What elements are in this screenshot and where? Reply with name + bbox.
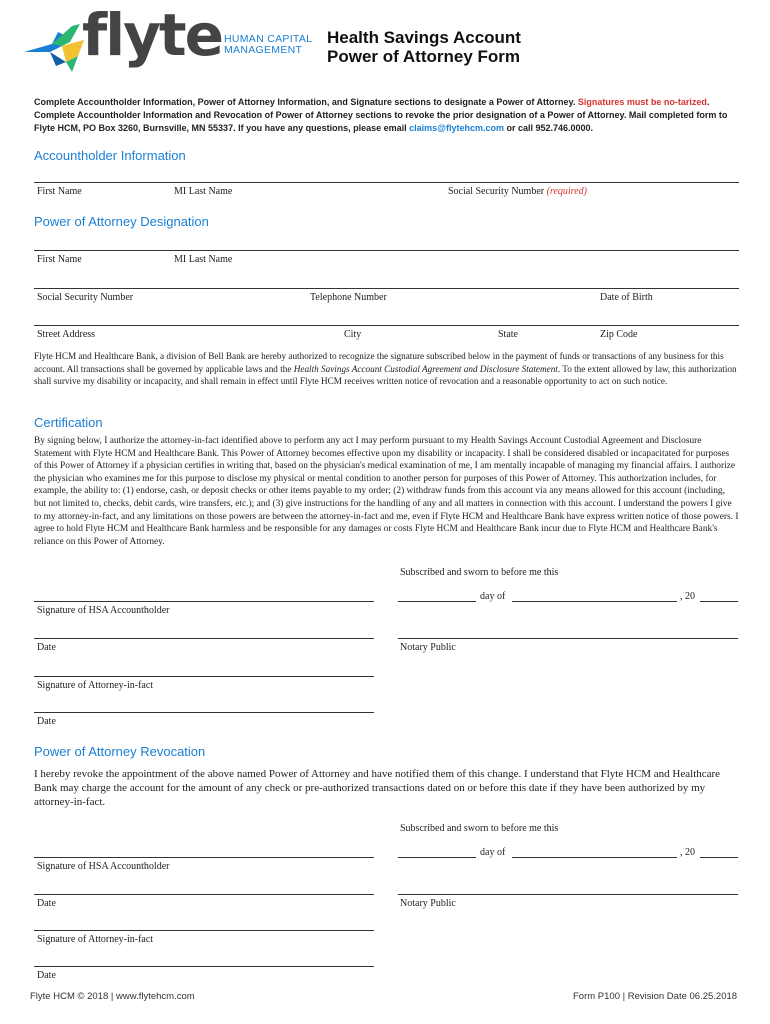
cert-month-line[interactable]	[512, 601, 677, 602]
logo-wordmark: flyte	[82, 1, 222, 69]
auth-text-2: . To the extent allowed by law, this authorization shall survive my disability or incapacity, and shall remain in effect until Flyte HCM receives written notice of revocation and a reasonable opportunity to act on such notice.	[34, 363, 737, 387]
poa-state-label: State	[498, 329, 518, 340]
rev-holder-signature-label: Signature of HSA Accountholder	[37, 861, 170, 872]
cert-holder-signature-line[interactable]	[34, 601, 374, 602]
rev-attorney-signature-label: Signature of Attorney-in-fact	[37, 934, 154, 945]
poa-phone-label: Telephone Number	[310, 292, 387, 303]
page-title-line2: Power of Attorney Form	[327, 47, 520, 66]
rev-date2-label: Date	[37, 970, 56, 981]
intro-text-2: . Complete Accountholder Information and Revocation of Power of Attorney sections to revoke the prior designation of a Power of Attorney. Mail completed form to Flyte HCM, PO Box 3260, Burnsville, MN 55337. If you have any questions, please email	[34, 97, 728, 133]
rev-date1-line[interactable]	[34, 894, 374, 895]
poa-first-name-label: First Name	[37, 254, 82, 265]
cert-year-label: , 20	[680, 591, 695, 602]
rev-subscribed-label: Subscribed and sworn to before me this	[400, 823, 559, 834]
poa-last-name-label: MI Last Name	[174, 254, 233, 265]
email-link[interactable]: claims@flytehcm.com	[409, 123, 504, 133]
revocation-heading: Power of Attorney Revocation	[34, 744, 206, 759]
cert-date2-label: Date	[37, 716, 56, 727]
accountholder-ssn-label	[448, 186, 587, 197]
accountholder-first-name-label: First Name	[37, 186, 82, 197]
intro-instructions	[34, 96, 739, 135]
cert-day-line[interactable]	[398, 601, 476, 602]
rev-date1-label: Date	[37, 898, 56, 909]
cert-year-line[interactable]	[700, 601, 738, 602]
rev-year-line[interactable]	[700, 857, 738, 858]
rev-year-label: , 20	[680, 847, 695, 858]
certification-text: By signing below, I authorize the attorney-in-fact identified above to perform any act I may perform pursuant to my Health Savings Account Custodial Agreement and Disclosure Statement with Flyte HCM and Healthcare Bank. This Power of Attorney becomes effective upon my disability or incapacity. I shall be considered disabled or incapacitated for purposes of this Power of Attorney if a physician certifies in writing that, based on the physician's medical examination of me, I am mentally incapable of managing my financial affairs. I authorize the physician who examines me for this purpose to disclose my physical or mental condition to another person for purposes of this Power of Attorney. This authorization includes, for example, the ability to: (1) endorse, cash, or deposit checks or other items payable to my order; (2) withdraw funds from this account via any means allowed for this account (including, but not limited to, checks, debit cards, wire transfers, etc.); and (3) give instructions for the handling of any and all matters in connection with this account. I understand the powers I give to my attorney-in-fact, and any limitations on those powers are between the attorney-in-fact and me, even if Flyte HCM and Healthcare Bank have express written notice of those powers. I agree to hold Flyte HCM and Healthcare Bank harmless and be responsible for any damages or costs Flyte HCM and Healthcare Bank incur due to Flyte HCM and Healthcare Bank's reliance on this Power of Attorney.	[34, 436, 739, 547]
poa-ssn-label: Social Security Number	[37, 292, 134, 303]
poa-zip-label: Zip Code	[600, 329, 638, 340]
poa-city-label: City	[344, 329, 362, 340]
rev-date2-line[interactable]	[34, 966, 374, 967]
page-title-line1: Health Savings Account	[327, 28, 521, 47]
intro-text: Complete Accountholder Information, Power of Attorney Information, and Signature sections to designate a Power of Attorney.	[34, 97, 576, 107]
required-marker: (required)	[546, 186, 587, 197]
certification-heading: Certification	[34, 415, 103, 430]
cert-subscribed-label: Subscribed and sworn to before me this	[400, 567, 559, 578]
logo-subtitle	[224, 34, 312, 56]
footer-right: Form P100 | Revision Date 06.25.2018	[573, 991, 738, 1002]
rev-attorney-signature-line[interactable]	[34, 930, 374, 931]
rev-holder-signature-line[interactable]	[34, 857, 374, 858]
poa-heading: Power of Attorney Designation	[34, 214, 209, 229]
auth-text-1: Flyte HCM and Healthcare Bank, a division of Bell Bank are hereby authorized to recognize the signature subscribed below in the payment of funds or transactions of any business for this account. All transactions shall be governed by applicable laws and the	[34, 351, 724, 374]
auth-text-italic: Health Savings Account Custodial Agreement and Disclosure Statement	[293, 363, 558, 374]
rev-day-of-label: day of	[480, 847, 506, 858]
accountholder-last-name-label: MI Last Name	[174, 186, 233, 197]
poa-dob-label: Date of Birth	[600, 292, 653, 303]
rev-month-line[interactable]	[512, 857, 677, 858]
poa-address-line[interactable]	[34, 325, 739, 326]
rev-notary-label: Notary Public	[400, 898, 456, 909]
cert-date1-line[interactable]	[34, 638, 374, 639]
cert-holder-signature-label: Signature of HSA Accountholder	[37, 605, 170, 616]
revocation-text: I hereby revoke the appointment of the above named Power of Attorney and have notified them of this change. I understand that Flyte HCM and Healthcare Bank may charge the account for the amount of any check or pre-authorized transactions dated on or before this date if they have been authorized by my attorney-in-fact.	[34, 768, 721, 808]
footer-left: Flyte HCM © 2018 | www.flytehcm.com	[30, 991, 195, 1002]
ssn-label-text: Social Security Number	[448, 186, 545, 197]
notarized-warning: Signatures must be no-tarized	[577, 97, 707, 107]
rev-notary-line[interactable]	[398, 894, 738, 895]
cert-attorney-signature-line[interactable]	[34, 676, 374, 677]
cert-notary-line[interactable]	[398, 638, 738, 639]
cert-notary-label: Notary Public	[400, 642, 456, 653]
accountholder-heading: Accountholder Information	[34, 148, 186, 163]
cert-date1-label: Date	[37, 642, 56, 653]
poa-name-line[interactable]	[34, 250, 739, 251]
logo-subtitle-line1: HUMAN CAPITAL	[224, 33, 313, 45]
cert-date2-line[interactable]	[34, 712, 374, 713]
cert-day-of-label: day of	[480, 591, 506, 602]
page-title	[327, 28, 521, 66]
accountholder-name-line[interactable]	[34, 182, 739, 183]
poa-contact-line[interactable]	[34, 288, 739, 289]
rev-day-line[interactable]	[398, 857, 476, 858]
intro-text-3: or call 952.746.0000.	[506, 123, 594, 133]
cert-attorney-signature-label: Signature of Attorney-in-fact	[37, 680, 154, 691]
poa-authorization-text	[34, 350, 739, 388]
poa-street-label: Street Address	[37, 329, 96, 340]
logo-subtitle-line2: MANAGEMENT	[224, 44, 303, 56]
